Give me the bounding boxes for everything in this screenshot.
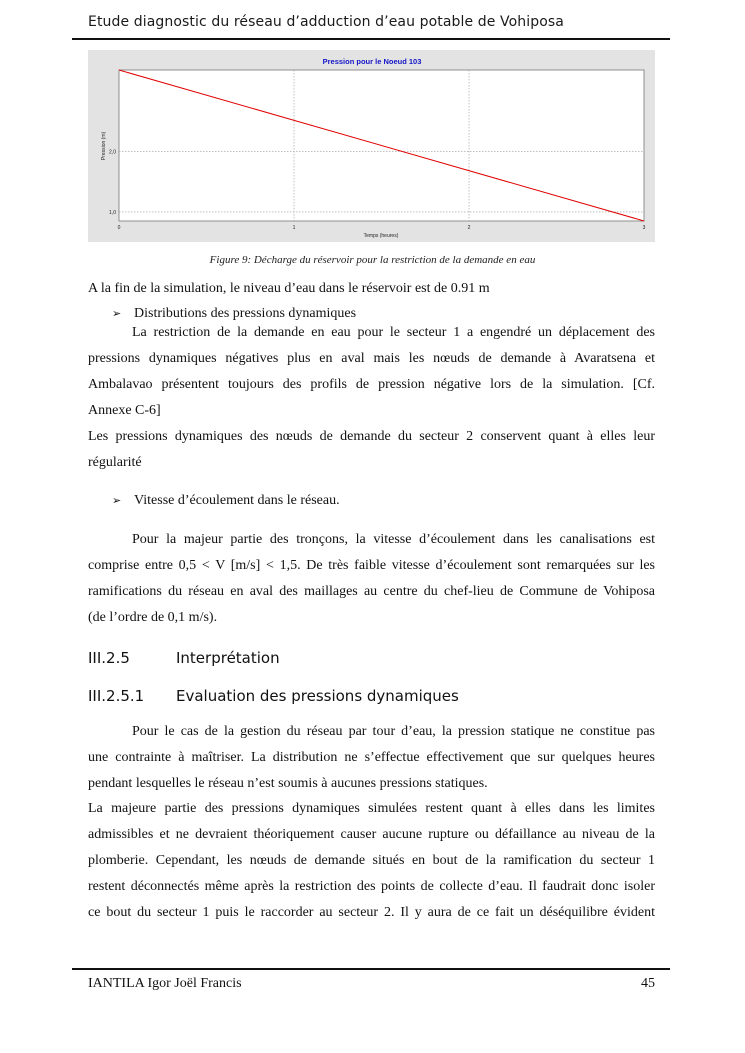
y-tick-label: 2,0 xyxy=(109,149,116,156)
footer-author: IANTILA Igor Joël Francis xyxy=(88,976,242,991)
paragraph-line: une contrainte à maîtriser. La distribution ne s’effectue effectivement que sur quelques heures xyxy=(88,750,655,765)
chart-title: Pression pour le Noeud 103 xyxy=(322,57,422,66)
paragraph-line: ramifications du réseau en aval des maillages au centre du chef-lieu de Commune de Vohiposa xyxy=(88,584,655,599)
paragraph-line: La majeure partie des pressions dynamiques simulées restent quant à elles dans les limites xyxy=(88,801,655,816)
paragraph-line: Les pressions dynamiques des nœuds de demande du secteur 2 conservent quant à elles leur xyxy=(88,429,655,444)
section-title: Evaluation des pressions dynamiques xyxy=(176,687,459,705)
paragraph-line: La restriction de la demande en eau pour le secteur 1 a engendré un déplacement des xyxy=(132,325,655,340)
paragraph-line: régularité xyxy=(88,455,142,470)
paragraph-line: admissibles et ne devraient théoriquement causer aucune rupture ou défaillance au niveau de la xyxy=(88,827,655,842)
paragraph-line: ce bout du secteur 1 puis le raccorder au secteur 2. Il y aura de ce fait un déséquilibre évident xyxy=(88,905,655,920)
paragraph-line: restent déconnectés même après la restriction des points de collecte d’eau. Il faudrait donc isoler xyxy=(88,879,655,894)
x-axis-label: Temps (heures) xyxy=(363,233,399,239)
paragraph-line: comprise entre 0,5 < V [m/s] < 1,5. De très faible vitesse d’écoulement sont remarquées sur les xyxy=(88,558,655,573)
running-header: Etude diagnostic du réseau d’adduction d’eau potable de Vohiposa xyxy=(88,14,564,30)
pressure-chart xyxy=(88,50,655,242)
y-axis-label: Pression (m) xyxy=(101,131,107,161)
arrow-bullet-icon: ➢ xyxy=(112,494,122,507)
paragraph-line: (de l’ordre de 0,1 m/s). xyxy=(88,610,218,625)
subsection-heading xyxy=(88,687,459,705)
arrow-bullet-icon: ➢ xyxy=(112,307,122,320)
paragraph-line: Pour le cas de la gestion du réseau par tour d’eau, la pression statique ne constitue pas xyxy=(132,724,655,739)
x-tick-label: 1 xyxy=(292,225,296,231)
section-number: III.2.5 xyxy=(88,649,130,667)
footer-rule xyxy=(72,968,670,970)
paragraph-line: pressions dynamiques négatives plus en aval mais les nœuds de demande à Avaratsena et xyxy=(88,351,655,366)
bullet-text: Distributions des pressions dynamiques xyxy=(134,306,357,321)
y-tick-label: 1,0 xyxy=(109,209,116,216)
x-tick-label: 0 xyxy=(117,225,121,231)
figure-caption: Figure 9: Décharge du réservoir pour la restriction de la demande en eau xyxy=(209,254,536,266)
bullet-item xyxy=(112,493,340,509)
section-number: III.2.5.1 xyxy=(88,687,145,705)
paragraph-line: Ambalavao présentent toujours des profils de pression négative lors de la simulation. [Cf. xyxy=(88,377,655,392)
x-tick-label: 3 xyxy=(642,225,646,231)
paragraph-line: A la fin de la simulation, le niveau d’eau dans le réservoir est de 0.91 m xyxy=(88,281,490,296)
bullet-text: Vitesse d’écoulement dans le réseau. xyxy=(134,493,340,508)
page-number: 45 xyxy=(641,976,655,991)
paragraph-line: Pour la majeur partie des tronçons, la vitesse d’écoulement dans les canalisations est xyxy=(132,532,655,547)
bullet-item xyxy=(112,306,356,322)
paragraph-line: pendant lesquelles le réseau n’est soumis à aucunes pressions statiques. xyxy=(88,776,488,791)
section-title: Interprétation xyxy=(176,649,280,667)
section-heading xyxy=(88,649,280,667)
x-tick-label: 2 xyxy=(467,225,471,231)
paragraph-line: Annexe C-6] xyxy=(88,403,161,418)
header-rule xyxy=(72,38,670,40)
chart-svg xyxy=(88,50,655,242)
paragraph-line: plomberie. Cependant, les nœuds de demande situés en bout de la ramification du secteur 1 xyxy=(88,853,655,868)
